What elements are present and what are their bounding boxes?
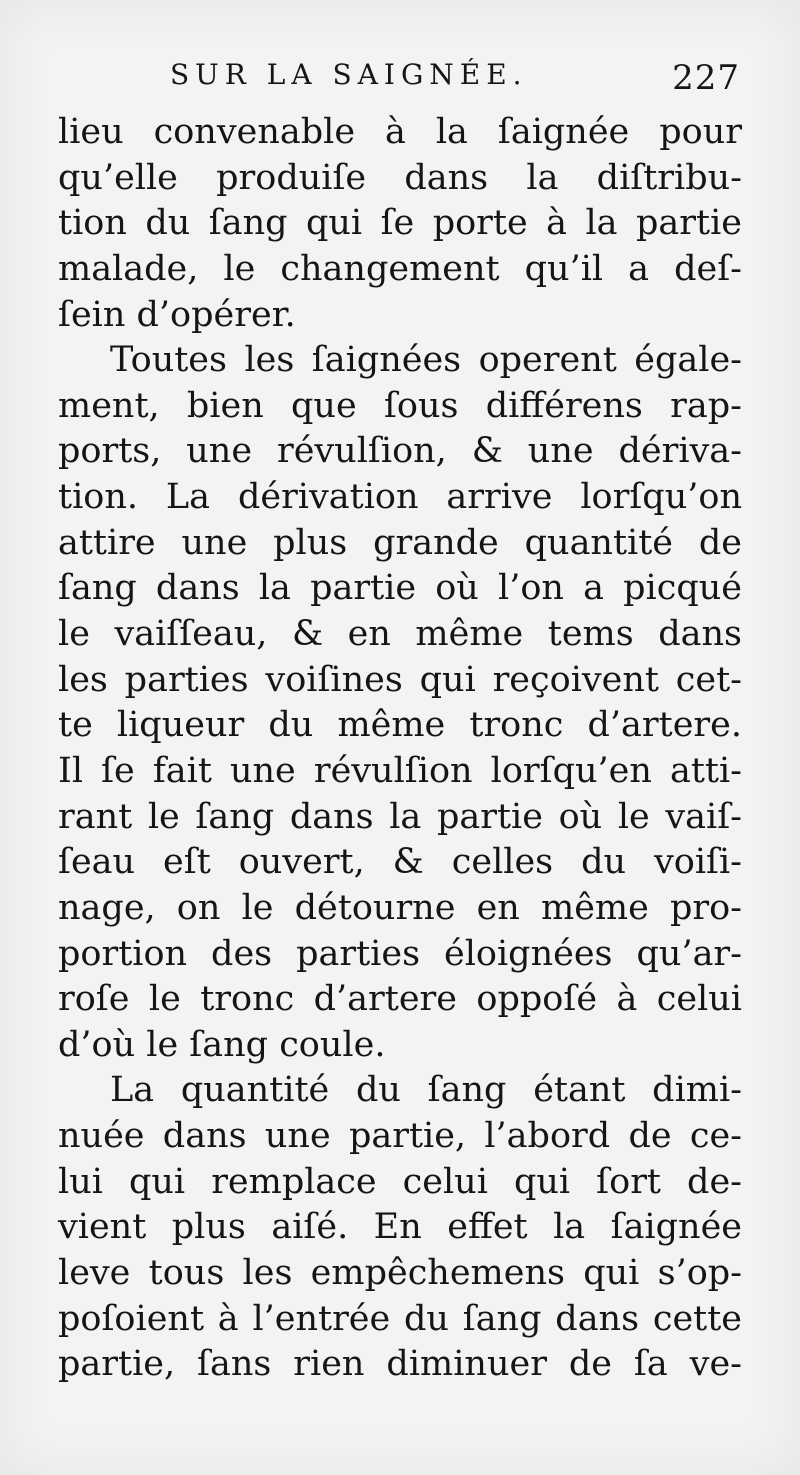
text-line: attire une plus grande quantité de [58,522,742,563]
text-line: poſoient à l’entrée du ſang dans cette [58,1298,742,1339]
text-line: le vaiſſeau, & en même tems dans [58,614,742,655]
text-line: ſein d’opérer. [58,294,296,335]
page-header [170,58,740,98]
text-line: rant le ſang dans la partie où le vaiſ- [58,796,742,837]
text-line: La quantité du ſang étant dimi- [110,1070,742,1111]
text-line: Il ſe fait une révulſion lorſqu’en atti- [58,750,742,791]
text-line: partie, ſans rien diminuer de ſa ve- [58,1344,742,1385]
running-title: SUR LA SAIGNÉE. [170,58,528,91]
text-line: vient plus aiſé. En effet la ſaignée [58,1207,742,1248]
text-line: qu’elle produiſe dans la diſtribu- [58,157,742,198]
text-line: tion. La dérivation arrive lorſqu’on [58,477,742,518]
body-text [58,110,742,1388]
text-line: portion des parties éloignées qu’ar- [58,933,742,974]
text-line: leve tous les empêchemens qui s’op- [58,1253,742,1294]
text-line: nage, on le détourne en même pro- [58,887,742,928]
text-line: lui qui remplace celui qui ſort de- [58,1161,742,1202]
text-line: ports, une révulſion, & une dériva- [58,431,742,472]
text-line: d’où le ſang coule. [58,1024,386,1065]
text-line: roſe le tronc d’artere oppoſé à celui [58,979,742,1020]
text-line: nuée dans une partie, l’abord de ce- [58,1116,742,1157]
text-line: Toutes les ſaignées operent égale- [110,340,742,381]
text-line: tion du ſang qui ſe porte à la partie [58,203,742,244]
text-line: te liqueur du même tronc d’artere. [58,705,742,746]
text-line: les parties voiſines qui reçoivent cet- [58,659,742,700]
text-line: lieu convenable à la ſaignée pour [58,112,742,152]
text-line: ſeau eſt ouvert, & celles du voiſi- [58,842,742,883]
page-number: 227 [672,58,740,98]
text-line: ſang dans la partie où l’on a picqué [58,568,742,609]
text-line: malade, le changement qu’il a deſ- [58,248,742,289]
text-line: ment, bien que ſous différens rap- [58,385,742,426]
